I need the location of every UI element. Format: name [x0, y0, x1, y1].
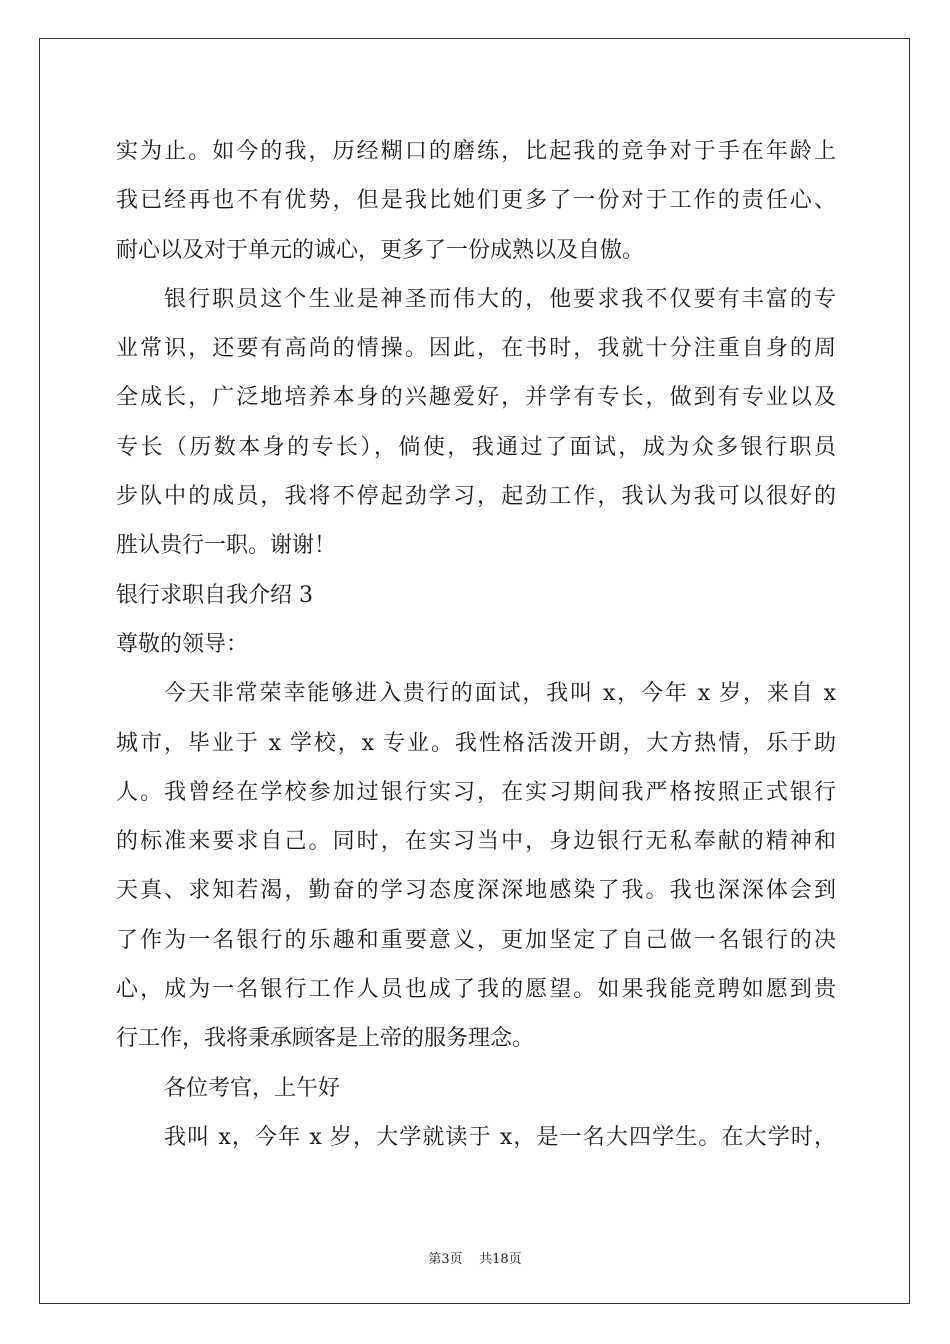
body-line: 了作为一名银行的乐趣和重要意义，更加坚定了自己做一名银行的决: [116, 927, 836, 953]
document-body: [116, 127, 836, 1162]
body-line: 业常识，还要有高尚的情操。因此，在书时，我就十分注重自身的周: [116, 336, 836, 362]
body-line: 步队中的成员，我将不停起劲学习，起劲工作，我认为我可以很好的: [116, 484, 836, 510]
body-line: 我已经再也不有优势，但是我比她们更多了一份对于工作的责任心、: [116, 188, 836, 214]
body-line: 实为止。如今的我，历经糊口的磨练，比起我的竞争对于手在年龄上: [116, 139, 836, 164]
body-line: 胜认贵行一职。谢谢！: [116, 533, 337, 559]
page-footer: [0, 1248, 950, 1267]
body-line: 的标准来要求自己。同时，在实习当中，身边银行无私奉献的精神和: [116, 829, 836, 855]
body-line: 我叫 x，今年 x 岁，大学就读于 x，是一名大四学生。在大学时，: [164, 1124, 836, 1150]
body-line: 耐心以及对于单元的诚心，更多了一份成熟以及自傲。: [116, 237, 645, 263]
body-line: 今天非常荣幸能够进入贵行的面试，我叫 x，今年 x 岁，来自 x: [164, 681, 836, 707]
body-line: 城市，毕业于 x 学校，x 专业。我性格活泼开朗，大方热情，乐于助: [116, 730, 836, 756]
body-line: 专长（历数本身的专长），倘使，我通过了面试，成为众多银行职员: [116, 434, 836, 460]
greeting-line: 各位考官，上午好: [164, 1075, 341, 1101]
page-number: 第3页: [428, 1252, 463, 1267]
body-line: 行工作，我将秉承顾客是上帝的服务理念。: [116, 1026, 535, 1052]
body-line: 心，成为一名银行工作人员也成了我的愿望。如果我能竞聘如愿到贵: [116, 977, 836, 1003]
section-heading: 银行求职自我介绍 3: [116, 582, 313, 608]
page-total: 共18页: [479, 1252, 522, 1267]
body-line: 全成长，广泛地培养本身的兴趣爱好，并学有专长，做到有专业以及: [116, 385, 836, 411]
body-line: 人。我曾经在学校参加过银行实习，在实习期间我严格按照正式银行: [116, 779, 836, 805]
body-line: 天真、求知若渴，勤奋的学习态度深深地感染了我。我也深深体会到: [116, 878, 836, 904]
salutation: 尊敬的领导：: [116, 631, 249, 657]
body-line: 银行职员这个生业是神圣而伟大的，他要求我不仅要有丰富的专: [164, 286, 836, 312]
